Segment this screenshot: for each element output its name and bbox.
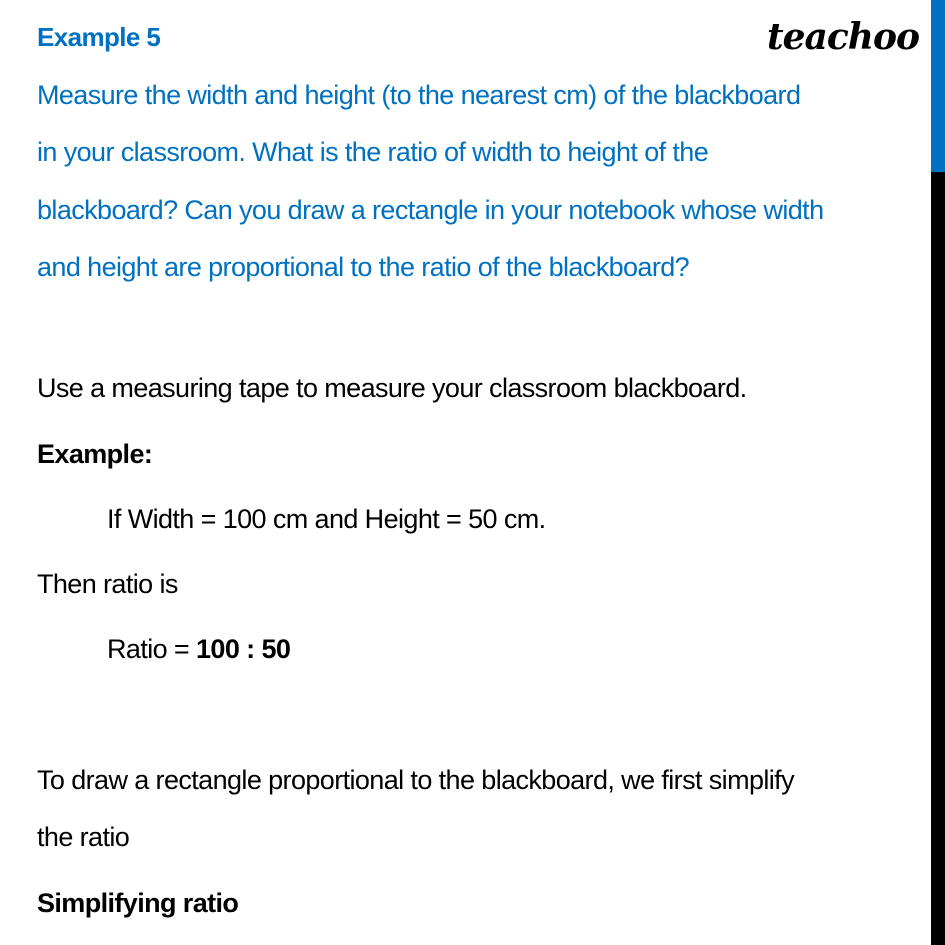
question-line-4: and height are proportional to the ratio of the blackboard?: [37, 252, 690, 282]
example-label: Example:: [37, 439, 153, 469]
question-line-2: in your classroom. What is the ratio of width to height of the: [37, 137, 709, 167]
question-line-3: blackboard? Can you draw a rectangle in your notebook whose width: [37, 195, 824, 225]
simplify-heading: Simplifying ratio: [37, 888, 239, 918]
ratio-value: 100 : 50: [196, 634, 291, 664]
question-line-1: Measure the width and height (to the nearest cm) of the blackboard: [37, 80, 801, 110]
ratio-prefix: Ratio =: [107, 634, 197, 664]
example-values: If Width = 100 cm and Height = 50 cm.: [107, 504, 546, 534]
draw-line-1: To draw a rectangle proportional to the blackboard, we first simplify: [37, 765, 794, 795]
draw-line-2: the ratio: [37, 822, 130, 852]
side-bar-accent: [931, 0, 945, 172]
side-bar-dark: [931, 172, 945, 945]
teachoo-logo: teachoo: [767, 16, 919, 58]
then-ratio-text: Then ratio is: [37, 569, 178, 599]
example-title: Example 5: [37, 22, 161, 52]
solution-intro: Use a measuring tape to measure your classroom blackboard.: [37, 373, 747, 403]
ratio-line: [107, 634, 290, 665]
